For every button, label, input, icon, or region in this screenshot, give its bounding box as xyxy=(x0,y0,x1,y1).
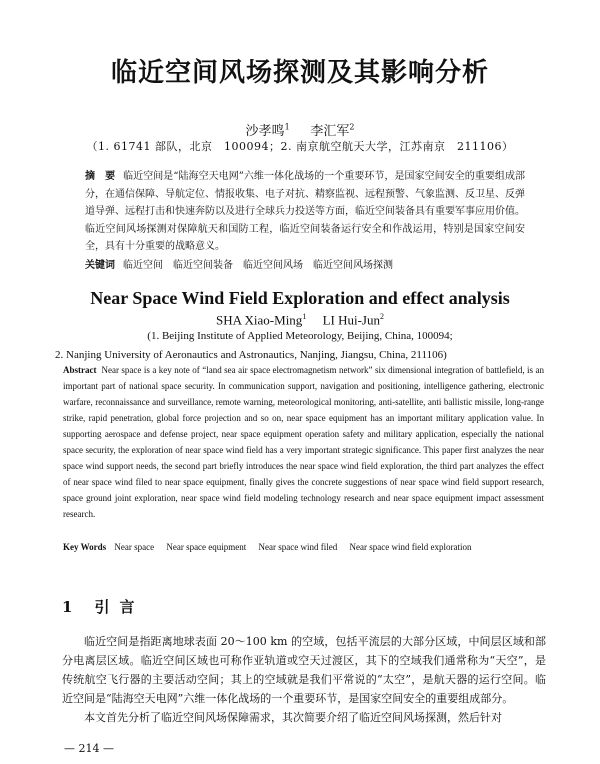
keywords-en xyxy=(63,542,544,552)
author-superscript: 1 xyxy=(302,312,307,321)
section-number: 1 xyxy=(62,598,73,616)
page-number: — 214 — xyxy=(64,742,114,755)
keywords-label-en: Key Words xyxy=(63,542,107,552)
author-superscript: 1 xyxy=(284,122,290,132)
author-name: SHA Xiao-Ming xyxy=(216,312,303,328)
abstract-text-en: Near space is a key note of “land sea air space electromagnetism network” six dimensional integration of battlefield, is an important part of national space security. In communication support, navigation and positioning, intelligence gathering, electronic warfare, reconnaissance and surveillance, remote warning, meteorological monitoring, anti-satellite, anti ballistic missile, long-range strike, rapid penetration, global force projection and so on, near space equipment has an important military application value. In supporting aerospace and defense project, near space equipment operation safety and military application, especially the national space security, the exploration of near space wind field has a very important strategic significance. This paper first analyzes the near space wind support needs, the second part briefly introduces the near space wind field exploration, the third part analyzes the effect of near space wind filed to near space equipment, finally gives the concrete suggestions of near space wind field support research, space ground joint exploration, near space wind field modeling technology research and near space equipment impact assessment research. xyxy=(63,365,545,519)
author-name: 李汇军 xyxy=(310,124,350,139)
section-heading xyxy=(62,596,144,617)
authors-en xyxy=(0,312,600,328)
keyword: Near space wind filed xyxy=(258,542,338,552)
keywords-text-cn: 临近空间 临近空间装备 临近空间风场 临近空间风场探测 xyxy=(123,260,393,271)
abstract-cn xyxy=(85,168,525,256)
keyword: Near space equipment xyxy=(166,542,247,552)
paragraph: 临近空间是指距离地球表面 20～100 km 的空域，包括平流层的大部分区域，中间层区域和部分电离层区域。临近空间区域也可称作亚轨道或空天过渡区，其下的空域我们通常称为“天空”，是传统航空飞行器的主要活动空间；其上的空域就是我们平常说的“太空”，是航天器的运行空间。临近空间是“陆海空天电网”六维一体化战场的一个重要环节，是国家空间安全的重要组成部分。 xyxy=(62,635,546,705)
affiliation-en-line1: (1. Beijing Institute of Applied Meteorology, Beijing, China, 100094; xyxy=(147,330,453,342)
abstract-text-cn: 临近空间是“陆海空天电网”六维一体化战场的一个重要环节，是国家空间安全的重要组成部分，在通信保障、导航定位、情报收集、电子对抗、精察监视、远程预警、气象监测、反卫星、反弹道导弹、远程打击和快速奔防以及进行全球兵力投送等方面，临近空间装备具有重要军事应用价值。临近空间风场探测对保障航天和国防工程，临近空间装备运行安全和作战运用，特别是国家空间安全，具有十分重要的战略意义。 xyxy=(85,171,525,253)
author-name: LI Hui-Jun xyxy=(322,312,380,328)
author-superscript: 2 xyxy=(379,312,384,321)
section-title: 引言 xyxy=(94,598,145,616)
author-superscript: 2 xyxy=(349,122,355,132)
authors-cn xyxy=(0,120,600,139)
keyword: Near space wind field exploration xyxy=(349,542,472,552)
abstract-en xyxy=(63,362,544,522)
abstract-label-cn: 摘 要 xyxy=(85,171,116,182)
author-name: 沙孝鸣 xyxy=(245,124,285,139)
affiliation-cn: （1. 61741 部队，北京 100094；2. 南京航空航天大学，江苏南京 211106） xyxy=(86,140,514,153)
paper-title-cn: 临近空间风场探测及其影响分析 xyxy=(110,58,489,88)
keyword: Near space xyxy=(114,542,155,552)
affiliation-en-line2: 2. Nanjing University of Aeronautics and Astronautics, Nanjing, Jiangsu, China, 211106) xyxy=(55,349,447,361)
keywords-label-cn: 关键词 xyxy=(85,260,115,271)
keywords-cn xyxy=(85,256,525,271)
body-text xyxy=(62,632,546,727)
abstract-label-en: Abstract xyxy=(63,365,97,375)
paper-title-en: Near Space Wind Field Exploration and effect analysis xyxy=(90,288,510,308)
paragraph: 本文首先分析了临近空间风场保障需求，其次简要介绍了临近空间风场探测，然后针对 xyxy=(84,711,502,724)
